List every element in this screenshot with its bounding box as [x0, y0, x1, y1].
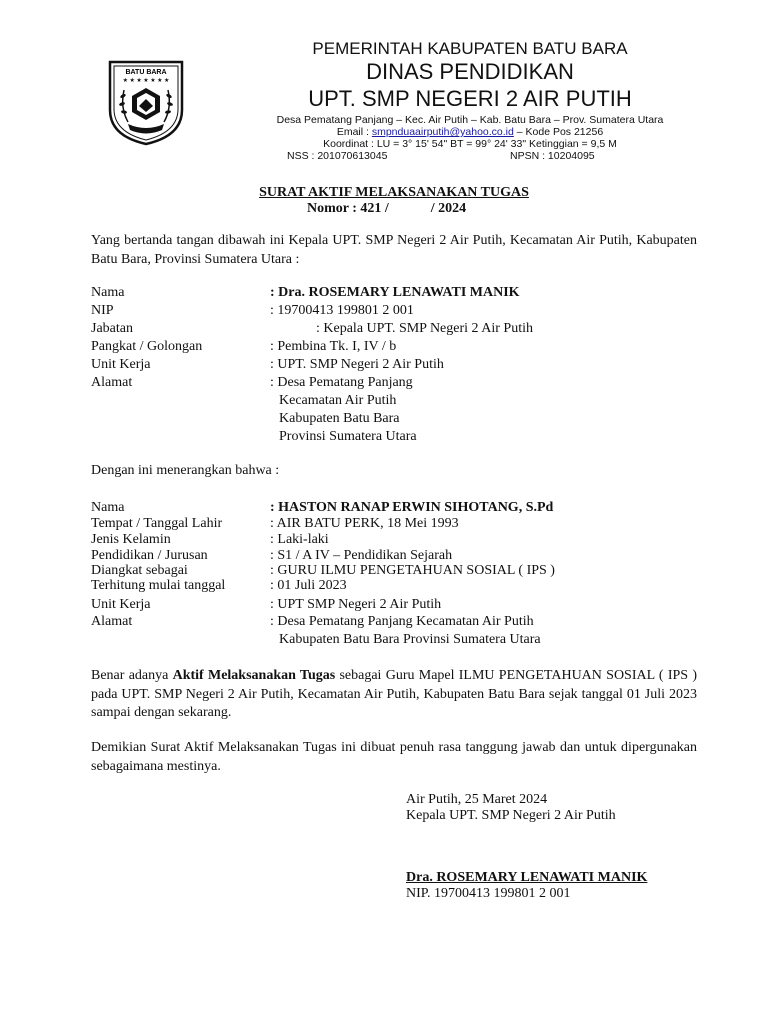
header-npsn: NPSN : 10204095 [510, 150, 595, 162]
header-school: UPT. SMP NEGERI 2 AIR PUTIH [308, 86, 632, 111]
header-agency: DINAS PENDIDIKAN [366, 59, 574, 84]
status-paragraph-post: sebagai Guru Mapel ILMU PENGETAHUAN SOSIAL ( IPS ) pada UPT. SMP Negeri 2 Air Putih, Kecamatan Air Putih, Kabupaten Batu Bara sejak tanggal 01 Juli 2023 sampai dengan sekarang. [91, 668, 698, 720]
header-nss: NSS : 201070613045 [287, 150, 388, 162]
closing-paragraph: Demikian Surat Aktif Melaksanakan Tugas ini dibuat penuh rasa tanggung jawab dan untuk dipergunakan sebagaimana mestinya. [91, 740, 697, 774]
subject-gender-label: Jenis Kelamin [91, 532, 171, 547]
header-address: Desa Pematang Panjang – Kec. Air Putih – Kab. Batu Bara – Prov. Sumatera Utara [276, 114, 664, 126]
signer-position: : Kepala UPT. SMP Negeri 2 Air Putih [316, 321, 533, 336]
subject-gender: : Laki-laki [270, 532, 329, 547]
letter-title: SURAT AKTIF MELAKSANAKAN TUGAS [259, 185, 529, 200]
signer-address-3: Kabupaten Batu Bara [279, 411, 400, 426]
status-paragraph-pre: Benar adanya [91, 668, 173, 683]
header-government: PEMERINTAH KABUPATEN BATU BARA [312, 39, 628, 58]
subject-birth: : AIR BATU PERK, 18 Mei 1993 [270, 516, 459, 531]
status-paragraph-emphasis: Aktif Melaksanakan Tugas [172, 668, 336, 683]
signature-place-date: Air Putih, 25 Maret 2024 [406, 792, 548, 807]
letter-number: Nomor : 421 / / 2024 [307, 201, 467, 216]
declaration-line: Dengan ini menerangkan bahwa : [91, 463, 280, 478]
subject-birth-label: Tempat / Tanggal Lahir [91, 516, 223, 531]
subject-unit-label: Unit Kerja [91, 597, 151, 612]
intro-paragraph: Yang bertanda tangan dibawah ini Kepala UPT. SMP Negeri 2 Air Putih, Kecamatan Air Putih, Kabupaten Batu Bara, Provinsi Sumatera Utara : [91, 233, 697, 267]
signer-name-label: Nama [91, 285, 125, 300]
signer-unit: : UPT. SMP Negeri 2 Air Putih [270, 357, 444, 372]
signer-position-label: Jabatan [91, 321, 133, 336]
signer-unit-label: Unit Kerja [91, 357, 151, 372]
subject-appointed-label: Diangkat sebagai [91, 563, 188, 578]
header-coordinates: Koordinat : LU = 3° 15' 54" BT = 99° 24' 33" Ketinggian = 9,5 M [323, 138, 617, 150]
signature-nip: NIP. 19700413 199801 2 001 [406, 886, 571, 901]
subject-start-label: Terhitung mulai tanggal [91, 578, 226, 593]
subject-appointed: : GURU ILMU PENGETAHUAN SOSIAL ( IPS ) [270, 563, 555, 578]
batu-bara-emblem-logo [106, 58, 186, 146]
subject-education: : S1 / A IV – Pendidikan Sejarah [270, 548, 453, 563]
signer-rank-label: Pangkat / Golongan [91, 339, 203, 354]
subject-name-label: Nama [91, 500, 125, 515]
signer-name: : Dra. ROSEMARY LENAWATI MANIK [270, 285, 520, 300]
signer-nip-label: NIP [91, 303, 114, 318]
subject-unit: : UPT SMP Negeri 2 Air Putih [270, 597, 442, 612]
status-paragraph [91, 667, 697, 723]
signer-nip: : 19700413 199801 2 001 [270, 303, 414, 318]
subject-name: : HASTON RANAP ERWIN SIHOTANG, S.Pd [270, 500, 554, 515]
signer-address-4: Provinsi Sumatera Utara [279, 429, 417, 444]
email-link[interactable]: smpnduaairputih@yahoo.co.id [371, 126, 514, 138]
signer-rank: : Pembina Tk. I, IV / b [270, 339, 397, 354]
signature-position: Kepala UPT. SMP Negeri 2 Air Putih [406, 808, 616, 823]
svg-text:★ ★ ★ ★ ★ ★ ★: ★ ★ ★ ★ ★ ★ ★ [122, 78, 170, 84]
email-label: Email : [336, 126, 372, 138]
signer-address-2: Kecamatan Air Putih [279, 393, 397, 408]
logo-text: BATU BARA [125, 69, 167, 76]
header-email-line [190, 126, 750, 138]
signer-address-label: Alamat [91, 375, 133, 390]
subject-address-1: : Desa Pematang Panjang Kecamatan Air Putih [270, 614, 534, 629]
subject-address-2: Kabupaten Batu Bara Provinsi Sumatera Utara [279, 632, 541, 647]
postcode: – Kode Pos 21256 [513, 126, 604, 138]
signer-address-1: : Desa Pematang Panjang [270, 375, 413, 390]
subject-address-label: Alamat [91, 614, 133, 629]
signature-name: Dra. ROSEMARY LENAWATI MANIK [406, 870, 648, 885]
subject-start: : 01 Juli 2023 [270, 578, 347, 593]
subject-education-label: Pendidikan / Jurusan [91, 548, 208, 563]
